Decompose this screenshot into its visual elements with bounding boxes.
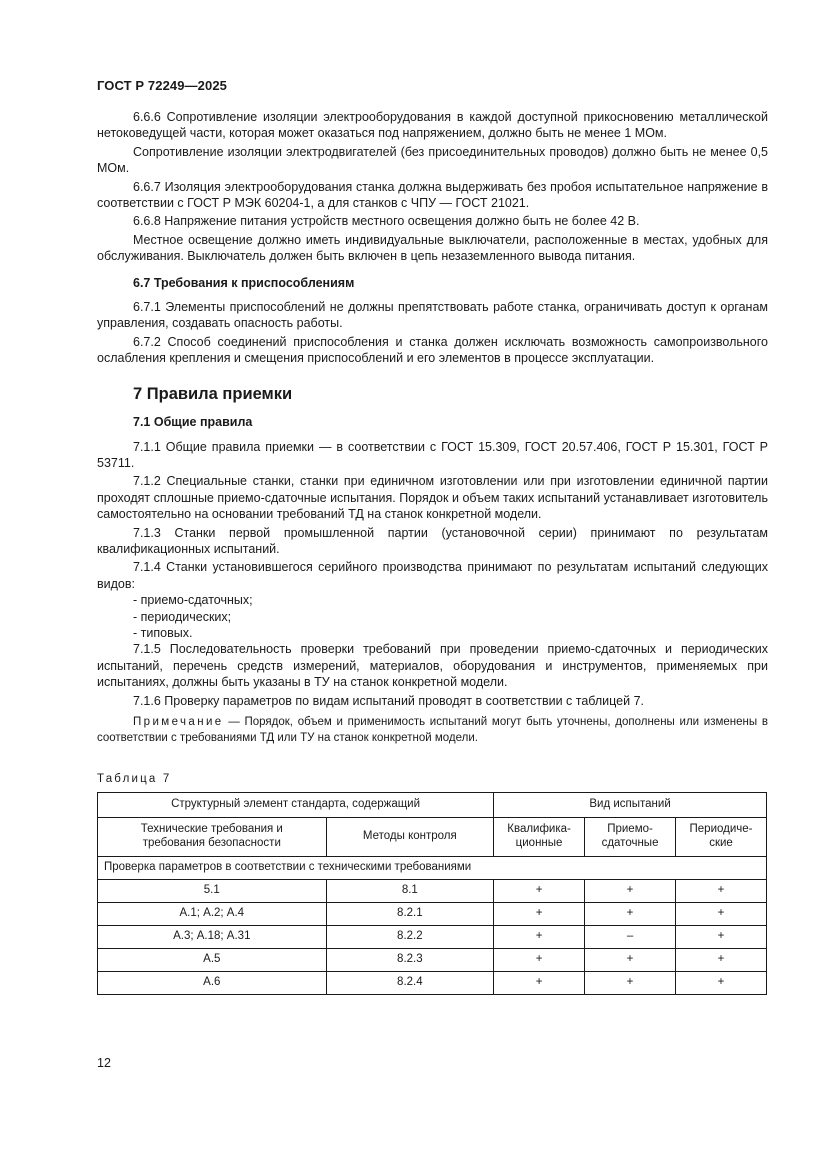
table-cell: + bbox=[676, 902, 767, 925]
table-cell: + bbox=[585, 902, 676, 925]
table-column-header: Методы контроля bbox=[326, 817, 494, 856]
table-cell: + bbox=[494, 879, 585, 902]
table-header-row bbox=[98, 817, 767, 856]
paragraph-6-6-7: 6.6.7 Изоляция электрооборудования станка должна выдерживать без пробоя испытательное напряжение в соответствии с ГОСТ Р МЭК 60204-1, а для станков с ЧПУ — ГОСТ 21021. bbox=[97, 179, 768, 211]
paragraph-7-1-6: 7.1.6 Проверку параметров по видам испытаний проводят в соответствии с таблицей 7. bbox=[133, 693, 645, 708]
table-cell: 8.2.1 bbox=[326, 902, 494, 925]
table-cell: + bbox=[676, 879, 767, 902]
test-types-list bbox=[97, 592, 768, 641]
table-caption: Таблица 7 bbox=[97, 773, 172, 786]
list-item: - приемо-сдаточных; bbox=[133, 593, 253, 608]
paragraph-6-6-8-lighting: Местное освещение должно иметь индивидуальные выключатели, расположенные в местах, удобных для обслуживания. Выключатель должен быть включен в цепь незаземленного вывода питания. bbox=[97, 232, 768, 264]
section-7-heading: 7 Правила приемки bbox=[133, 384, 293, 403]
table-cell: 5.1 bbox=[98, 879, 327, 902]
table-column-header: Технические требования и требования безопасности bbox=[98, 817, 327, 856]
list-item: - типовых. bbox=[133, 625, 193, 640]
paragraph-7-1-5: 7.1.5 Последовательность проверки требований при проведении приемо-сдаточных и периодических испытаний, перечень средств измерений, материалов, оборудования и инструментов, применяемых при испытаниях, должны быть указаны в ТУ на станок конкретной модели. bbox=[97, 642, 768, 690]
paragraph-6-7-2: 6.7.2 Способ соединений приспособления и станка должен исключать возможность самопроизвольного ослабления крепления и смещения приспособлений и его элементов в процессе эксплуатации. bbox=[97, 334, 768, 366]
paragraph-7-1-4: 7.1.4 Станки установившегося серийного производства принимают по результатам испытаний следующих видов: bbox=[97, 560, 768, 591]
table-cell: + bbox=[494, 925, 585, 948]
document-header: ГОСТ Р 72249—2025 bbox=[97, 78, 227, 93]
document-body bbox=[97, 109, 768, 995]
paragraph-7-1-3: 7.1.3 Станки первой промышленной партии (установочной серии) принимают по результатам квалификационных испытаний. bbox=[97, 525, 768, 556]
note-label: Примечание bbox=[133, 716, 224, 728]
paragraph-6-7-1: 6.7.1 Элементы приспособлений не должны препятствовать работе станка, ограничивать доступ к органам управления, создавать опасность работы. bbox=[97, 300, 768, 331]
table-group-header: Вид испытаний bbox=[494, 792, 767, 817]
table-cell: А.6 bbox=[98, 971, 327, 994]
table-row bbox=[98, 902, 767, 925]
table-row bbox=[98, 948, 767, 971]
table-cell: 8.2.2 bbox=[326, 925, 494, 948]
paragraph-6-6-8: 6.6.8 Напряжение питания устройств местного освещения должно быть не более 42 В. bbox=[133, 214, 640, 229]
table-cell: + bbox=[585, 879, 676, 902]
table-cell: 8.2.3 bbox=[326, 948, 494, 971]
table-cell: + bbox=[494, 948, 585, 971]
table-column-header: Периодиче-ские bbox=[676, 817, 767, 856]
table-section-row bbox=[98, 856, 767, 879]
table-cell: А.3; А.18; А.31 bbox=[98, 925, 327, 948]
table-cell: + bbox=[494, 902, 585, 925]
table-cell: + bbox=[676, 948, 767, 971]
table-cell: + bbox=[676, 971, 767, 994]
section-7-1-heading: 7.1 Общие правила bbox=[133, 415, 253, 430]
note-text: — Порядок, объем и применимость испытаний могут быть уточнены, дополнены или изменены в соответствии с требованиями ТД или ТУ на станок конкретной модели. bbox=[97, 716, 768, 744]
section-6-7-heading: 6.7 Требования к приспособлениям bbox=[133, 275, 355, 290]
table-cell: А.1; А.2; А.4 bbox=[98, 902, 327, 925]
paragraph-7-1-1: 7.1.1 Общие правила приемки — в соответствии с ГОСТ 15.309, ГОСТ 20.57.406, ГОСТ Р 15.301, ГОСТ Р 53711. bbox=[97, 439, 768, 470]
table-cell: 8.2.4 bbox=[326, 971, 494, 994]
paragraph-6-6-6-motors: Сопротивление изоляции электродвигателей (без присоединительных проводов) должно быть не менее 0,5 МОм. bbox=[97, 144, 768, 176]
paragraph-7-1-2: 7.1.2 Специальные станки, станки при единичном изготовлении или при изготовлении единичной партии проходят сплошные приемо-сдаточные испытания. Порядок и объем таких испытаний устанавливает изготовитель самостоятельно на основании требований ТД на станок конкретной модели. bbox=[97, 474, 768, 522]
table-row bbox=[98, 971, 767, 994]
page-number: 12 bbox=[97, 1056, 111, 1070]
table-cell: + bbox=[585, 971, 676, 994]
table-cell: + bbox=[676, 925, 767, 948]
table-cell: А.5 bbox=[98, 948, 327, 971]
table-header-row bbox=[98, 792, 767, 817]
table-column-header: Приемо-сдаточные bbox=[585, 817, 676, 856]
list-item: - периодических; bbox=[133, 609, 232, 624]
table-row bbox=[98, 879, 767, 902]
table-group-header: Структурный элемент стандарта, содержащий bbox=[98, 792, 494, 817]
table-cell: + bbox=[585, 948, 676, 971]
table-7 bbox=[97, 792, 767, 995]
table-cell: – bbox=[585, 925, 676, 948]
table-cell: + bbox=[494, 971, 585, 994]
table-section-label: Проверка параметров в соответствии с техническими требованиями bbox=[98, 856, 767, 879]
table-row bbox=[98, 925, 767, 948]
table-column-header: Квалифика-ционные bbox=[494, 817, 585, 856]
table-cell: 8.1 bbox=[326, 879, 494, 902]
paragraph-6-6-6: 6.6.6 Сопротивление изоляции электрооборудования в каждой доступной прикосновению металлической нетоковедущей части, которая может оказаться под напряжением, должно быть не менее 1 МОм. bbox=[97, 110, 768, 141]
note bbox=[97, 715, 768, 746]
